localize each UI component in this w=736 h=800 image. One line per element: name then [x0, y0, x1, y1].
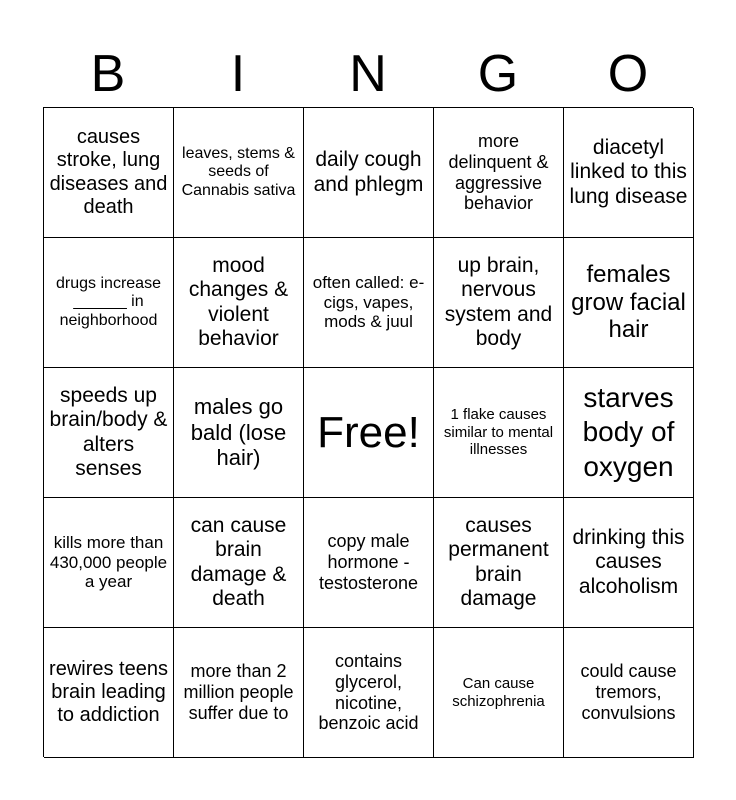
- header-letter-n: N: [349, 45, 387, 103]
- bingo-cell[interactable]: starves body of oxygen: [564, 368, 694, 498]
- bingo-cell[interactable]: diacetyl linked to this lung disease: [564, 108, 694, 238]
- bingo-cell[interactable]: copy male hormone - testosterone: [304, 498, 434, 628]
- bingo-cell[interactable]: up brain, nervous system and body: [434, 238, 564, 368]
- bingo-cell[interactable]: 1 flake causes similar to mental illnesses: [434, 368, 564, 498]
- bingo-cell[interactable]: mood changes & violent behavior: [174, 238, 304, 368]
- bingo-cell[interactable]: daily cough and phlegm: [304, 108, 434, 238]
- bingo-header: [43, 40, 693, 108]
- bingo-card-grid: [43, 107, 693, 757]
- bingo-cell[interactable]: drinking this causes alcoholism: [564, 498, 694, 628]
- bingo-cell[interactable]: drugs increase ______ in neighborhood: [44, 238, 174, 368]
- header-letter-g: G: [477, 45, 519, 103]
- bingo-cell[interactable]: can cause brain damage & death: [174, 498, 304, 628]
- header-letter-o: O: [607, 45, 649, 103]
- bingo-cell[interactable]: speeds up brain/body & alters senses: [44, 368, 174, 498]
- bingo-cell[interactable]: could cause tremors, convulsions: [564, 628, 694, 758]
- bingo-cell[interactable]: Can cause schizophrenia: [434, 628, 564, 758]
- bingo-cell[interactable]: kills more than 430,000 people a year: [44, 498, 174, 628]
- bingo-cell[interactable]: males go bald (lose hair): [174, 368, 304, 498]
- header-letter-b: B: [90, 45, 126, 103]
- bingo-cell[interactable]: often called: e-cigs, vapes, mods & juul: [304, 238, 434, 368]
- bingo-cell[interactable]: more delinquent & aggressive behavior: [434, 108, 564, 238]
- bingo-cell[interactable]: leaves, stems & seeds of Cannabis sativa: [174, 108, 304, 238]
- bingo-cell[interactable]: females grow facial hair: [564, 238, 694, 368]
- bingo-cell[interactable]: rewires teens brain leading to addiction: [44, 628, 174, 758]
- header-letter-i: I: [230, 45, 246, 103]
- bingo-cell[interactable]: contains glycerol, nicotine, benzoic acid: [304, 628, 434, 758]
- bingo-cell[interactable]: causes stroke, lung diseases and death: [44, 108, 174, 238]
- bingo-cell[interactable]: more than 2 million people suffer due to: [174, 628, 304, 758]
- bingo-cell[interactable]: causes permanent brain damage: [434, 498, 564, 628]
- free-space-cell[interactable]: Free!: [304, 368, 434, 498]
